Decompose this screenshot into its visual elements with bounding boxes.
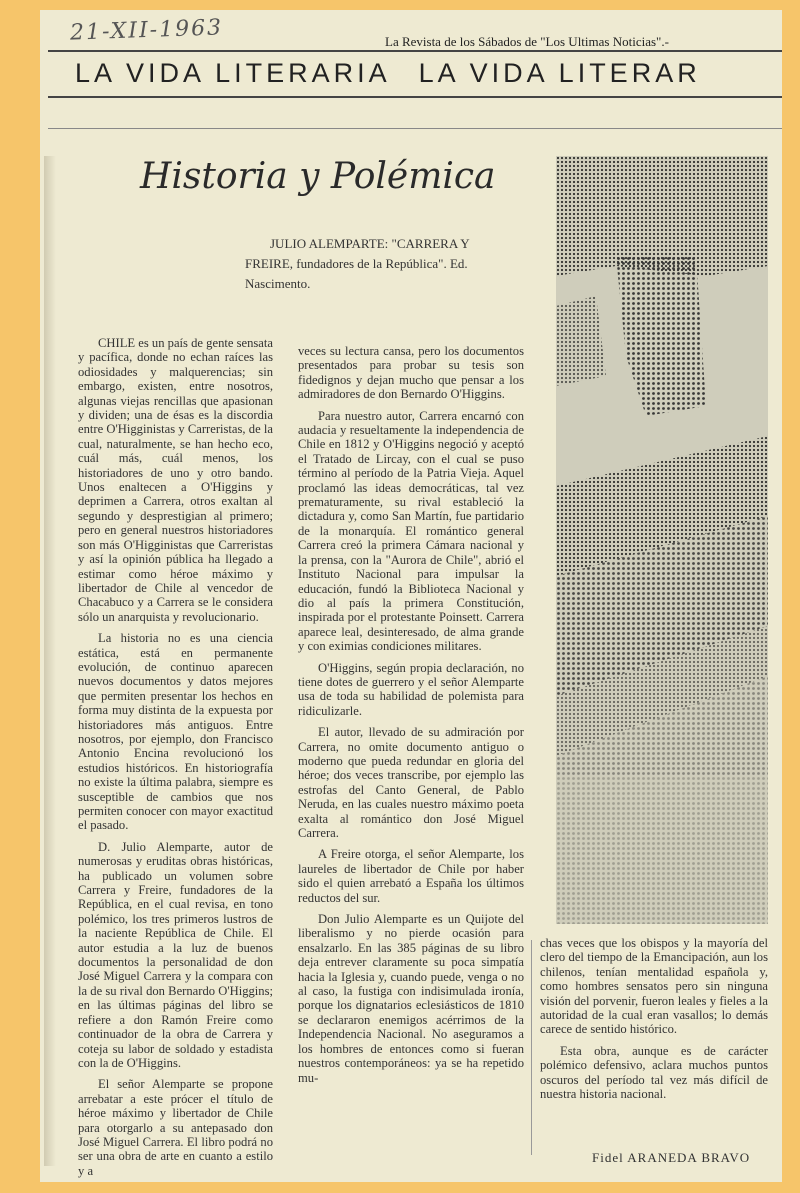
handwritten-date: 21-XII-1963 xyxy=(69,15,224,46)
banner-text-a: LA VIDA LITERARIA xyxy=(75,58,391,88)
article-column-2 xyxy=(298,344,524,1170)
paragraph: O'Higgins, según propia declaración, no tiene dotes de guerrero y el señor Alemparte usa de toda su habilidad de polemista para ridiculizarle. xyxy=(298,660,524,718)
book-reference: JULIO ALEMPARTE: "CARRERA Y FREIRE, fundadores de la República". Ed. Nascimento. xyxy=(245,236,470,291)
banner-text-b: LA VIDA LITERAR xyxy=(418,58,701,88)
paragraph: veces su lectura cansa, pero los documentos presentados para probar su tesis son fidedignos y dejan mucho que pensar a los admiradores de don Bernardo O'Higgins. xyxy=(298,344,524,402)
paragraph: Don Julio Alemparte es un Quijote del liberalismo y no pierde ocasión para ensalzarlo. En las 385 páginas de su libro deja entrever claramente su poca simpatía hacia la Iglesia y, cuando puede, venga o no al caso, la fustiga con indisimulada ironía, porque los dignatarios eclesiásticos de 1810 se declararon enemigos acérrimos de la Independencia Nacional. No aseguramos a los hombres de entonces como si fueran nuestros contemporáneos: ya se ha repetido mu- xyxy=(298,912,524,1085)
article-column-3 xyxy=(540,936,768,1136)
section-banner xyxy=(75,58,780,89)
photograph xyxy=(556,156,768,924)
article-column-1 xyxy=(78,336,273,1178)
header-divider xyxy=(48,128,782,129)
paragraph: El autor, llevado de su admiración por Carrera, no omite documento antiguo o moderno que pueda redundar en gloria del héroe; dos veces transcribe, por ejemplo las estrofas del Canto General, de Pablo Neruda, en las cuales nuestro máximo poeta exalta al romántico don José Miguel Carrera. xyxy=(298,725,524,840)
paragraph: Para nuestro autor, Carrera encarnó con audacia y resueltamente la independencia de Chile en 1812 y O'Higgins negoció y aceptó el Tratado de Lircay, con el cual se puso término al período de la Patria Vieja. Aquel proclamó las ideas democráticas, tal vez prematuramente, su rival estableció la dictadura y, como San Martín, fue partidario de la monarquía. El romántico general Carrera creó la primera Cámara nacional y la prensa, con la "Aurora de Chile", abrió el Instituto Nacional para impulsar la educación, fundó la Biblioteca Nacional y dio al país la primera Constitución, inspirada por el protestante Poinsett. Carrera aparece leal, desinteresado, de alma grande y con eximias condiciones militares. xyxy=(298,408,524,654)
paragraph: El señor Alemparte se propone arrebatar a este prócer el título de héroe máximo y libertador de Chile para otorgarlo a su antepasado don José Miguel Carrera. El libro podrá no ser una obra de arte en cuanto a estilo y a xyxy=(78,1077,273,1178)
paragraph: chas veces que los obispos y la mayoría del clero del tiempo de la Emancipación, aun los chilenos, tenían mentalidad española y, como hombres sensatos pero sin ninguna visión del porvenir, fueron leales y fieles a la autoridad de la cual eran vasallos; lo demás carece de sentido histórico. xyxy=(540,936,768,1037)
banner-rule xyxy=(48,96,782,98)
column-divider xyxy=(531,940,532,1155)
photograph-image xyxy=(556,156,768,924)
paragraph: Esta obra, aunque es de carácter polémico defensivo, aclara muchos puntos oscuros del período tal vez más difícil de nuestra historia nacional. xyxy=(540,1043,768,1102)
paragraph: CHILE es un país de gente sensata y pacífica, donde no echan raíces las odiosidades y malquerencias; sin embargo, existen, entre nosotros, algunas viejas rencillas que apasionan y dividen; una de ésas es la discordia entre O'Higginistas y Carreristas, de la cual, naturalmente, se han hecho eco, cuál más, cuál menos, los historiadores de uno y otro bando. Unos enaltecen a O'Higgins y deprimen a Carrera, otros exaltan al segundo y desprestigian al primero; pero en general nuestros historiadores son más O'Higginistas que Carreristas y así la opinión pública ha llegado a estimar como héroe máximo y libertador de Chile al vencedor de Chacabuco y a Carrera se le considera sólo un anarquista y revolucionario. xyxy=(78,336,273,624)
author-signature: Fidel ARANEDA BRAVO xyxy=(592,1150,751,1165)
article-title: Historia y Polémica xyxy=(140,156,496,197)
paragraph: A Freire otorga, el señor Alemparte, los laureles de libertador de Chile por haber sido el quien arrebató a España los últimos reductos del sur. xyxy=(298,847,524,905)
column-shadow xyxy=(44,156,56,1166)
paragraph: La historia no es una ciencia estática, está en permanente evolución, de continuo aparecen nuevos documentos y datos mejores que permiten presentar los hechos en forma muy distinta de la expuesta por historiadores más antiguos. Entre nosotros, por ejemplo, don Francisco Antonio Encina revolucionó los estudios históricos. En historiografía no existe la última palabra, siempre es susceptible de cambios que nos permiten conocer con mayor exactitud el pasado. xyxy=(78,631,273,833)
masthead-rule xyxy=(48,50,782,52)
paragraph: D. Julio Alemparte, autor de numerosas y eruditas obras históricas, ha publicado un volumen sobre Carrera y Freire, fundadores de la República, en el cual revisa, en tono polémico, los tres primeros lustros de la naciente República de Chile. El autor estudia a la luz de buenos documentos la personalidad de don José Miguel Carrera y la compara con la de su rival don Bernardo O'Higgins; en las últimas páginas del libro se refiere a don Ramón Freire como continuador de la obra de Carrera y coteja su labor de soldado y estadista con la de O'Higgins. xyxy=(78,839,273,1070)
publication-source: La Revista de los Sábados de "Los Ultimas Noticias".- xyxy=(385,34,669,49)
